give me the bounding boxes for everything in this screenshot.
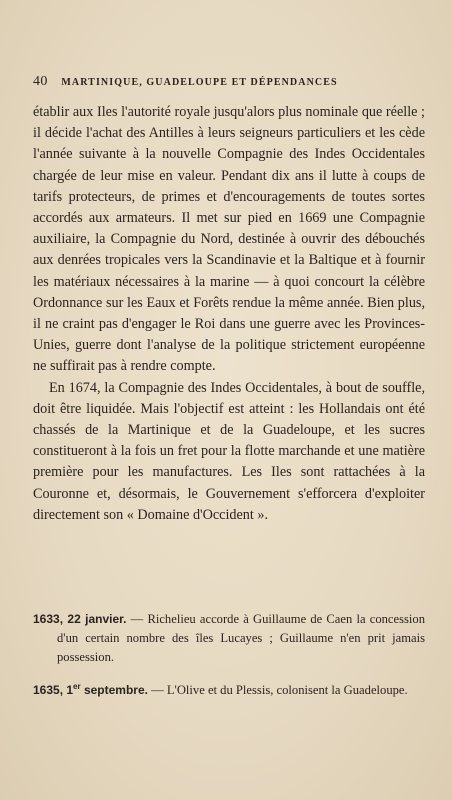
- entry-text: — L'Olive et du Plessis, colonisent la Guadeloupe.: [147, 683, 408, 697]
- paragraph: établir aux Iles l'autorité royale jusqu'alors plus nominale que réelle ; il décide l'achat des Antilles à leurs seigneurs particuliers et les cède l'année suivante à la nouvelle Compagnie des Indes Occidentales chargée de leur mise en valeur. Pendant dix ans il lutte à coups de tarifs protecteurs, de primes et d'encouragements de toutes sortes accordés aux armateurs. Il met sur pied en 1669 une Compagnie auxiliaire, la Compagnie du Nord, destinée à ouvrir des débouchés aux denrées tropicales vers la Scandinavie et la Baltique et à fournir les matériaux nécessaires à la marine — à quoi concourt la célèbre Ordonnance sur les Eaux et Forêts rendue la même année. Bien plus, il ne craint pas d'engager le Roi dans une guerre avec les Provinces-Unies, guerre dont l'analyse de la politique strictement européenne ne suffirait pas à rendre compte.: [33, 104, 425, 375]
- entry-date: 1635, 1er septembre.: [33, 682, 148, 697]
- paragraph: En 1674, la Compagnie des Indes Occidentales, à bout de souffle, doit être liquidée. Mais l'objectif est atteint : les Hollandais ont été chassés de la Martinique et de la Guadeloupe, et les sucres constitueront à la fois un fret pour la flotte marchande et une matière première pour les manufactures. Les Iles sont rattachées à la Couronne et, désormais, le Gouvernement s'efforcera d'exploiter directement son « Domaine d'Occident ».: [33, 379, 425, 523]
- chronology-entry: [33, 606, 425, 667]
- entry-date: 1633, 22 janvier.: [33, 612, 127, 626]
- page-header: [33, 74, 423, 90]
- page-number: 40: [33, 74, 48, 89]
- running-title: MARTINIQUE, GUADELOUPE ET DÉPENDANCES: [61, 77, 338, 88]
- body-text: [33, 102, 425, 526]
- chronology-list: [33, 606, 425, 710]
- entry-text: — Richelieu accorde à Guillaume de Caen la concession d'un certain nombre des îles Lucayes ; Guillaume n'en prit jamais possession.: [57, 612, 425, 664]
- chronology-entry: [33, 677, 425, 700]
